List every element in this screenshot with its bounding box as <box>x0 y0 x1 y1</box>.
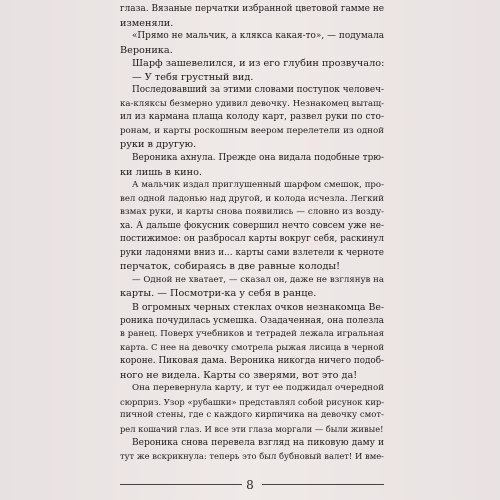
text-line: «Прямо не мальчик, а клякса какая-то», — подумала <box>132 31 384 42</box>
text-line: ил из кармана плаща колоду карт, развел руки по сто- <box>120 112 384 123</box>
text-line: ка-кляксы безмерно удивил девочку. Незнакомец вытащ- <box>120 98 384 109</box>
text-line: роника почудилась усмешка. Озадаченная, она полезла <box>120 315 384 326</box>
text-line: пичной стены, где с каждого кирпичика на девочку смот- <box>120 410 384 421</box>
text-line: Последовавший за этими словами поступок человеч- <box>132 85 384 96</box>
text-line: ха. А дальше фокусник совершил нечто совсем уже не- <box>120 220 384 231</box>
text-line: вел одной ладонью над другой, и колода исчезла. Легкий <box>120 193 384 204</box>
text-line: глаза. Вязаные перчатки избранной цветовой гамме не <box>120 4 384 14</box>
text-line: в ранец. Поверх учебников и тетрадей лежала игральная <box>120 329 384 340</box>
text-line: Шарф зашевелился, и из его глубин прозвучало: <box>132 58 384 70</box>
text-line: ного не видела. Карты со зверями, вот это да! <box>120 369 358 381</box>
text-line: — У тебя грустный вид. <box>132 71 254 83</box>
text-line: — Одной не хватает, — сказал он, даже не взглянув на <box>132 274 384 285</box>
text-line: сюрприз. Узор «рубашки» представлял собой рисунок кир- <box>120 396 384 407</box>
text-line: А мальчик издал приглушенный шарфом смешок, про- <box>132 180 384 191</box>
text-line: В огромных черных стеклах очков незнакомца Ве- <box>132 302 384 314</box>
text-line: карты. — Посмотри-ка у себя в ранце. <box>120 288 317 300</box>
text-line: перчаток, собираясь в две равные колоды! <box>120 261 341 273</box>
text-line: рел кошачий глаз. И все эти глаза моргали — были живые! <box>120 423 384 434</box>
page-number: 8 <box>246 478 254 492</box>
text-line: изменяли. <box>120 17 174 29</box>
text-line: ронам, и карты роскошным веером перелетели из одной <box>120 125 384 136</box>
text-line: тут же вскрикнула: теперь это был бубновый валет! И вме- <box>120 451 384 462</box>
text-line: Вероника ахнула. Прежде она видала подобные трю- <box>132 153 384 164</box>
text-line: карта. С нее на девочку смотрела рыжая лисица в черной <box>120 342 384 353</box>
text-line: Она перевернула карту, и тут ее поджидал очередной <box>132 383 384 394</box>
text-line: руки ладонями вниз и... карты сами взлетели к черноте <box>120 247 384 258</box>
page-body-text <box>120 3 384 464</box>
footer-rule-right <box>262 484 384 485</box>
text-line: Вероника снова перевела взгляд на пиковую даму и <box>132 437 384 448</box>
text-line: Вероника. <box>120 44 173 56</box>
text-line: руки в другую. <box>120 139 197 151</box>
text-line: постижимое: он разбросал карты вокруг себя, раскинул <box>120 234 384 245</box>
text-line: короне. Пиковая дама. Вероника никогда ничего подоб- <box>120 356 384 367</box>
text-line: ки лишь в кино. <box>120 166 202 178</box>
text-line: взмах руки, и карты снова появились — словно из возду- <box>120 207 384 218</box>
